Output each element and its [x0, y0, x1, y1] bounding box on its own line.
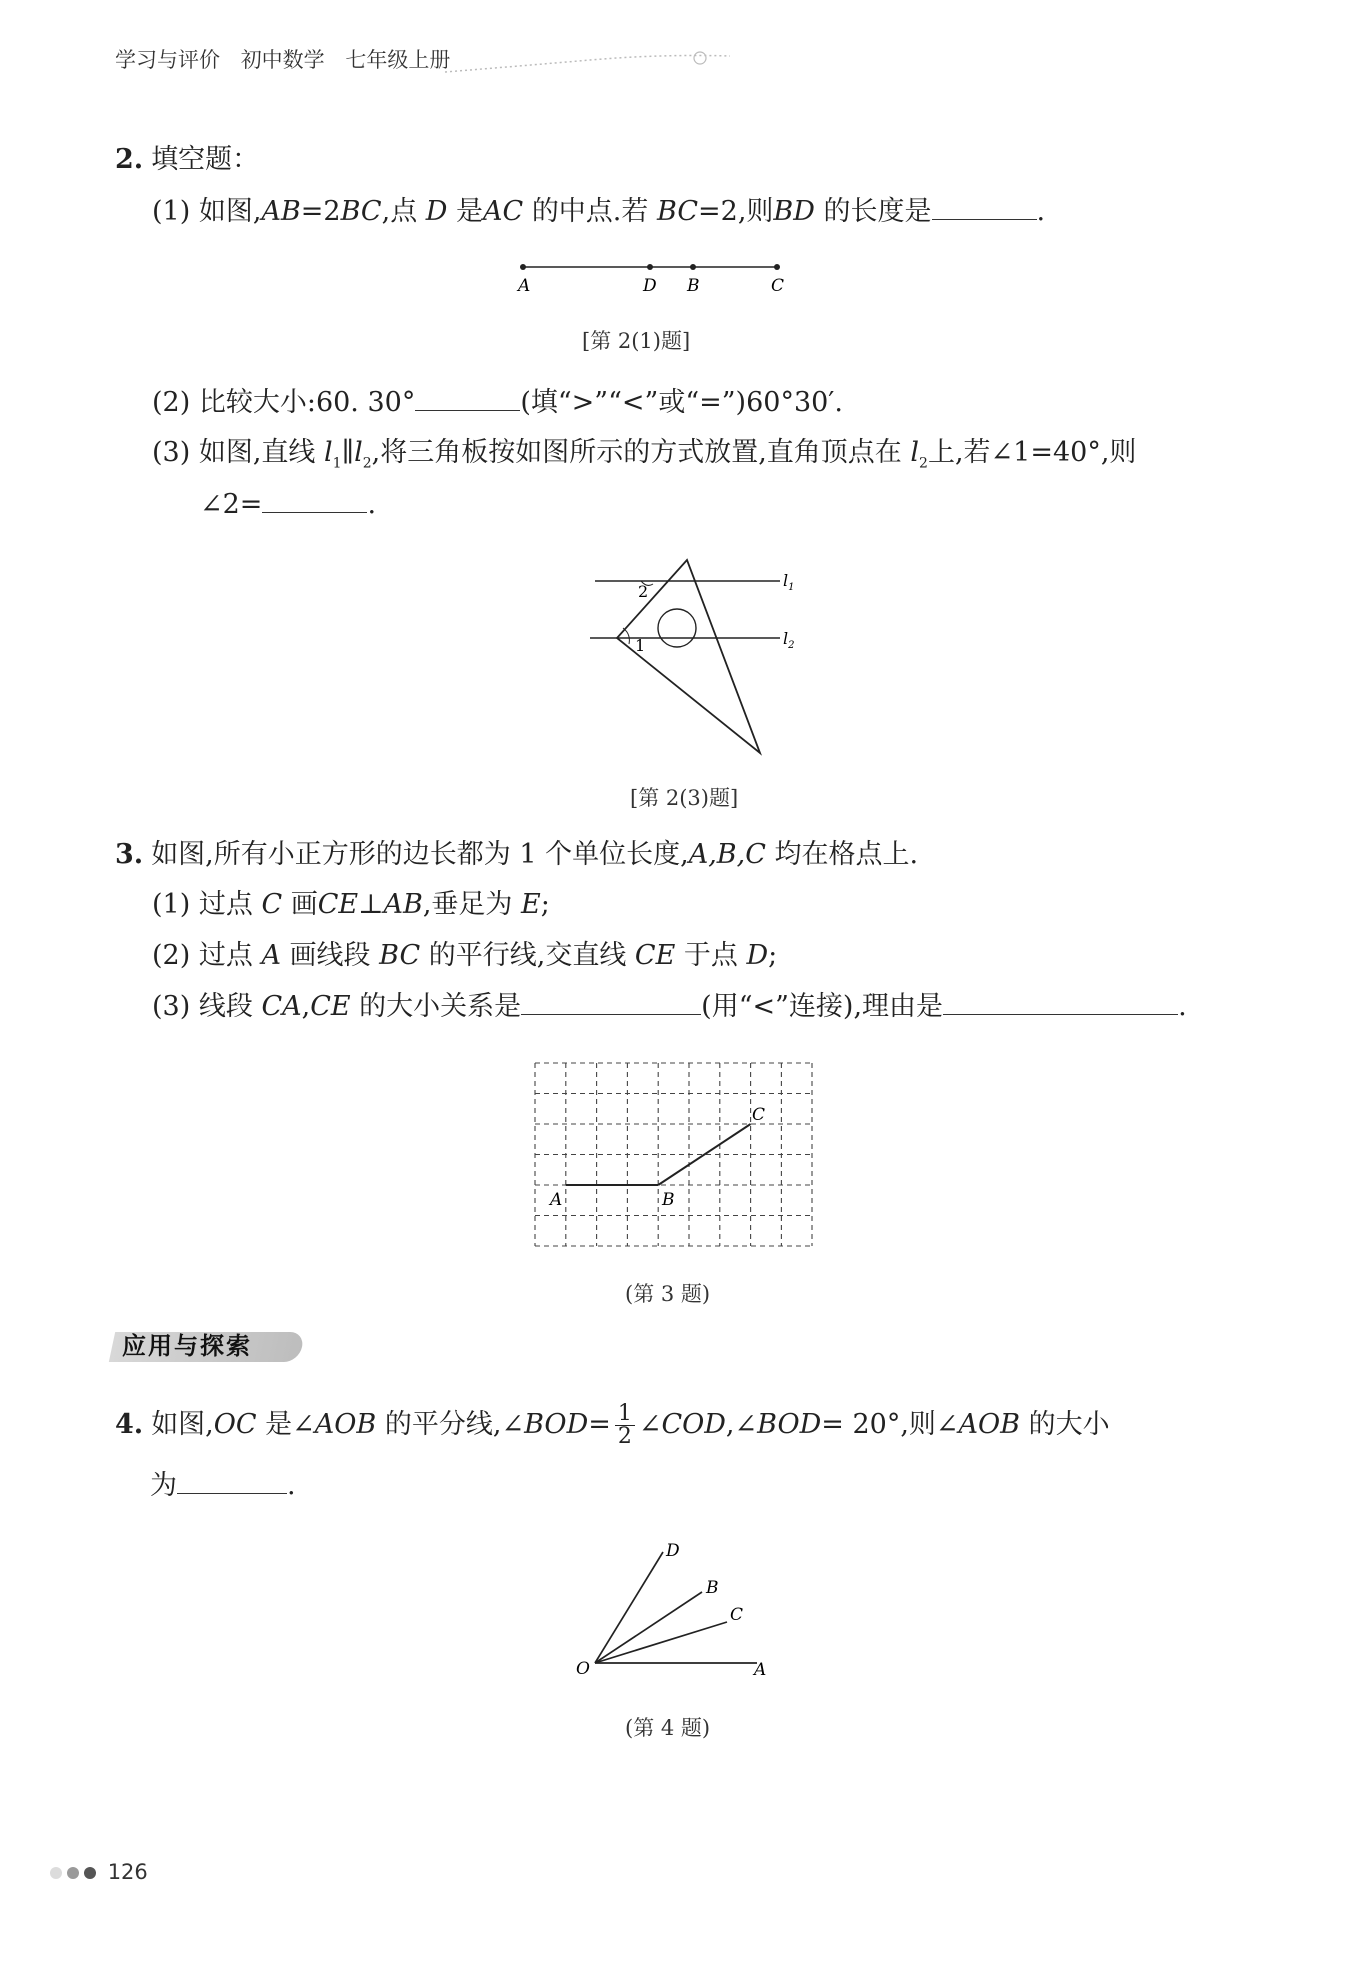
label-c: C	[771, 276, 785, 296]
answer-blank-2-3[interactable]	[262, 486, 367, 513]
ray-od	[595, 1552, 663, 1663]
decor-dot-icon	[50, 1867, 62, 1879]
grid-lines	[535, 1063, 812, 1246]
fraction-one-half: $\frac{1}{2}$	[615, 1403, 635, 1448]
ray-label-a: A	[754, 1660, 767, 1680]
answer-blank-3-reason[interactable]	[943, 988, 1178, 1015]
caption-4: (第 4 题)	[625, 1716, 711, 1740]
section-title-badge: 应用与探索	[112, 1326, 312, 1366]
figure-triangle	[585, 548, 805, 763]
label-b: B	[687, 276, 700, 296]
q3-title: 3. 如图,所有小正方形的边长都为 1 个单位长度,A,B,C 均在格点上.	[115, 839, 919, 870]
label-a: A	[518, 276, 531, 296]
answer-blank-2-1[interactable]	[932, 193, 1037, 220]
ray-label-d: D	[666, 1541, 680, 1561]
point-c	[774, 264, 780, 270]
q2-title: 2. 填空题：	[115, 144, 260, 175]
answer-blank-4[interactable]	[177, 1467, 287, 1494]
page-footer	[50, 1860, 148, 1884]
angle-2-label: 2	[638, 582, 649, 601]
grade: 七年级上册	[345, 48, 451, 72]
caption-3: (第 3 题)	[625, 1282, 711, 1306]
q2-part3: (3) 如图,直线 $l_1\parallel l_2$,将三角板按如图所示的方式放置,直角顶点在 $l_2$上,若∠1=40°,则	[152, 437, 1137, 472]
q4-line1: 4. 如图,OC 是∠AOB 的平分线,∠BOD= $\frac{1}{2}$ ∠COD,∠BOD= 20°,则∠AOB 的大小	[115, 1401, 1110, 1449]
answer-blank-2-2[interactable]	[415, 384, 520, 411]
figure-rays	[570, 1540, 780, 1685]
figure-segment	[505, 255, 805, 305]
ray-ob	[595, 1592, 702, 1663]
point-a	[520, 264, 526, 270]
header-decoration	[440, 48, 740, 78]
grid-label-a: A	[550, 1190, 563, 1210]
caption-2-1: [第 2(1)题]	[582, 329, 691, 353]
page-number: 126	[107, 1860, 148, 1884]
angle-1-label: 1	[635, 636, 646, 655]
q2-part3-cont: ∠2= .	[200, 485, 376, 525]
label-d: D	[643, 276, 657, 296]
q4-line2: 为 .	[150, 1466, 296, 1506]
ray-label-o: O	[576, 1659, 590, 1679]
point-b	[690, 264, 696, 270]
decor-dot-icon	[84, 1867, 96, 1879]
q3-part2: (2) 过点 A 画线段 BC 的平行线,交直线 CE 于点 D;	[152, 940, 778, 971]
q2-part1: (1) 如图,AB=2BC,点 D 是AC 的中点.若 BC=2,则BD 的长度是 .	[152, 192, 1045, 232]
q3-part1: (1) 过点 C 画CE⊥AB,垂足为 E;	[152, 889, 550, 920]
running-header	[115, 44, 464, 74]
grid-label-b: B	[662, 1190, 675, 1210]
q2-part2: (2) 比较大小:60. 30° (填“>”“<”或“=”)60°30′.	[152, 383, 843, 423]
q3-part3: (3) 线段 CA,CE 的大小关系是 (用“<”连接),理由是 .	[152, 987, 1187, 1027]
decor-dot-icon	[67, 1867, 79, 1879]
grid-label-c: C	[752, 1105, 766, 1125]
l1-label: $l_1$	[783, 571, 795, 593]
ray-label-b: B	[706, 1578, 719, 1598]
point-d	[647, 264, 653, 270]
answer-blank-3-relation[interactable]	[521, 988, 701, 1015]
ray-label-c: C	[730, 1605, 744, 1625]
book-title: 学习与评价	[115, 48, 220, 72]
figure-grid	[530, 1058, 820, 1253]
ray-oc	[595, 1622, 727, 1663]
subject: 初中数学	[240, 48, 325, 72]
l2-label: $l_2$	[783, 629, 795, 651]
caption-2-3: [第 2(3)题]	[630, 786, 739, 810]
